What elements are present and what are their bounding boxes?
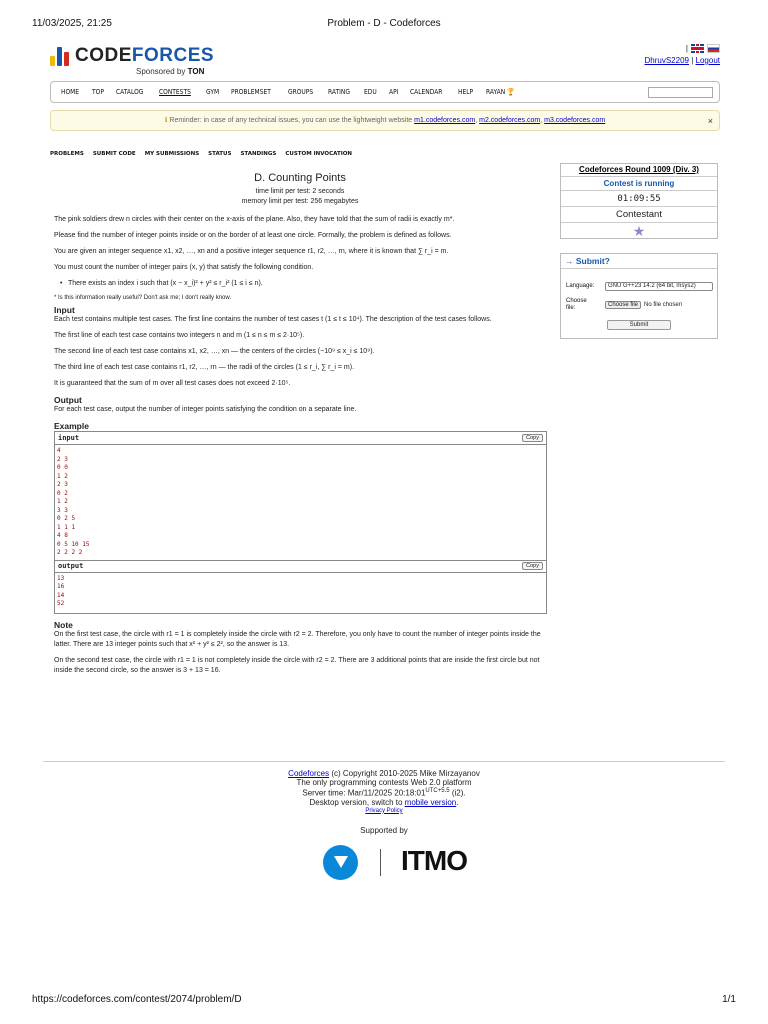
sample-output-line: 52	[57, 600, 65, 607]
supported-by: Supported by	[360, 826, 408, 835]
mobile-version-link[interactable]: mobile version	[404, 797, 457, 807]
input-p4: The third line of each test case contains r1, r2, …, rn — the radii of the circles (1 ≤ r_i, ∑ r_i = m).	[54, 364, 355, 371]
print-url: https://codeforces.com/contest/2074/problem/D	[32, 994, 242, 1005]
note-p2: On the second test case, the circle with r1 = 1 is not completely inside the circle with r2 = 2. There are 3 additional points that are inside the first circle but not inside the second circle, so the answer is 3 + 13 = 16.	[54, 656, 540, 674]
star-icon[interactable]: ★	[632, 223, 646, 239]
menu-problemset[interactable]: PROBLEMSET	[231, 88, 272, 96]
logo-wordmark: CODEFORCES	[75, 45, 215, 66]
russian-flag-icon[interactable]	[707, 44, 720, 53]
subnav-custom-invocation[interactable]: CUSTOM INVOCATION	[285, 151, 353, 157]
logo-sponsor: Sponsored by TON	[136, 67, 205, 76]
note-p1: On the first test case, the circle with r1 = 1 is completely inside the circle with r2 = 2. Therefore, you only have to count the number of integer points inside the latter. There are 13 integer points such that x² + y² ≤ 2², so the answer is 13.	[54, 630, 541, 648]
sidebar	[560, 163, 718, 339]
input-label: input	[58, 434, 80, 442]
menu-groups[interactable]: GROUPS	[288, 88, 314, 96]
info-icon: ℹ	[164, 117, 168, 124]
pipe-separator: |	[685, 44, 688, 53]
sample-input-line: 1 2	[57, 472, 68, 480]
close-icon[interactable]: ×	[707, 116, 713, 126]
sample-input	[55, 445, 546, 560]
input-section-title: Input	[54, 305, 75, 315]
privacy-policy-link[interactable]: Privacy Policy	[365, 807, 403, 814]
menu-edu[interactable]: EDU	[363, 88, 377, 96]
menu-help[interactable]: HELP	[457, 88, 474, 96]
sample-input-line: 4	[57, 447, 61, 454]
note-title: Note	[54, 619, 73, 630]
input-p2: The first line of each test case contains two integers n and m (1 ≤ n ≤ m ≤ 2·10⁵).	[54, 332, 305, 339]
subnav-standings[interactable]: STANDINGS	[240, 151, 277, 157]
output-p1: For each test case, output the number of integer points satisfying the condition on a separate line.	[54, 406, 357, 413]
sample-output-line: 14	[57, 591, 65, 599]
participant-role: Contestant	[561, 206, 717, 222]
menu-calendar[interactable]: CALENDAR	[409, 88, 443, 96]
print-datetime: 11/03/2025, 21:25	[32, 18, 112, 29]
menu-top[interactable]: TOP	[92, 88, 105, 96]
logo-bars-icon	[50, 46, 69, 66]
contest-subnav	[50, 151, 352, 157]
footer-tagline: The only programming contests Web 2.0 platform	[296, 778, 472, 787]
main-menu	[50, 81, 720, 103]
logout-link[interactable]: Logout	[695, 56, 720, 65]
footer-copyright: (c) Copyright 2010-2025 Mike Mirzayanov	[329, 769, 480, 778]
sample-input-line: 2 2 2 2	[57, 549, 83, 556]
memory-limit: memory limit per test: 256 megabytes	[241, 198, 359, 205]
menu-rating[interactable]: RATING	[327, 88, 350, 96]
sample-test	[54, 431, 547, 614]
footer-codeforces-link[interactable]: Codeforces	[288, 769, 330, 778]
sample-input-line: 1 1 1	[57, 523, 76, 531]
sample-output-line: 13	[57, 574, 65, 582]
sample-input-line: 4 8	[57, 532, 68, 539]
output-section-title: Output	[54, 395, 82, 405]
sample-input-line: 2 3	[57, 455, 68, 463]
print-header	[32, 18, 736, 29]
server-time: Server time: Mar/11/2025 20:18:01	[302, 788, 426, 798]
subnav-status[interactable]: STATUS	[208, 151, 232, 157]
example-title: Example	[54, 421, 89, 431]
m3-link[interactable]: m3.codeforces.com	[544, 117, 606, 124]
menu-contests[interactable]: CONTESTS	[158, 88, 191, 96]
itmo-logo[interactable]: ITMO	[401, 845, 467, 876]
sample-input-line: 0 2	[57, 489, 68, 497]
sample-input-line: 0 2 5	[57, 515, 76, 522]
english-flag-icon[interactable]	[691, 44, 704, 53]
submit-box	[560, 253, 718, 339]
footer-divider	[43, 761, 725, 762]
input-p3: The second line of each test case contains x1, x2, …, xn — the centers of the circles (−10⁹ ≤ x_i ≤ 10⁹).	[54, 348, 375, 355]
m2-link[interactable]: m2.codeforces.com	[479, 117, 541, 124]
subnav-submit-code[interactable]: SUBMIT CODE	[92, 151, 136, 157]
menu-home[interactable]: HOME	[61, 88, 80, 96]
print-title: Problem - D - Codeforces	[327, 18, 441, 29]
time-limit: time limit per test: 2 seconds	[255, 188, 345, 195]
menu-api[interactable]: API	[388, 88, 399, 96]
search-input[interactable]	[648, 87, 713, 98]
copy-output-button[interactable]: Copy	[522, 562, 543, 570]
contest-status: Contest is running	[561, 176, 717, 190]
menu-gym[interactable]: GYM	[206, 88, 220, 96]
input-p5: It is guaranteed that the sum of m over all test cases does not exceed 2·10⁵.	[54, 380, 291, 387]
problem-statement	[54, 172, 546, 682]
legend-p4: You must count the number of integer pairs (x, y) that satisfy the following condition.	[54, 264, 314, 271]
print-footer	[32, 994, 736, 1005]
timezone: UTC+5.5	[425, 788, 450, 794]
sample-input-line: 0 5 10 15	[57, 540, 90, 548]
legend-p2: Please find the number of integer points inside or on the border of at least one circle. Formally, the problem is defined as follows.	[54, 232, 452, 239]
ton-logo-icon[interactable]	[323, 845, 358, 880]
subnav-my-submissions[interactable]: MY SUBMISSIONS	[144, 151, 200, 157]
sample-input-line: 3 3	[57, 506, 68, 514]
sample-input-line: 1 2	[57, 498, 68, 505]
username-link[interactable]: DhruvS2209	[644, 56, 689, 65]
sample-output-line: 16	[57, 583, 65, 590]
m1-link[interactable]: m1.codeforces.com	[414, 117, 476, 124]
user-separator: |	[691, 56, 694, 65]
footnote: * Is this information really useful? Don't ask me; I don't really know.	[54, 295, 232, 301]
submit-button[interactable]: Submit	[607, 320, 671, 330]
legend-p3: You are given an integer sequence x1, x2, …, xn and a positive integer sequence r1, r2, …, rn, where it is known that ∑ r_i = m.	[54, 248, 449, 255]
sample-input-line: 0 0	[57, 464, 68, 471]
file-label: Choose file:	[566, 298, 587, 311]
condition-bullet: • There exists an index i such that (x − x_i)² + y² ≤ r_i² (1 ≤ i ≤ n).	[54, 279, 546, 289]
submit-title: → Submit?	[561, 254, 717, 269]
language-label: Language:	[566, 283, 595, 289]
copy-input-button[interactable]: Copy	[522, 434, 543, 442]
reminder-text: Reminder: in case of any technical issues, you can use the lightweight website	[169, 117, 413, 124]
user-area	[645, 44, 721, 65]
legend-p1: The pink soldiers drew n circles with their center on the x-axis of the plane. Also, they have told that the sum of radii is exactly m*.	[54, 216, 455, 223]
subnav-problems[interactable]: PROBLEMS	[50, 151, 84, 157]
print-page: 1/1	[722, 994, 736, 1005]
logo-separator	[380, 849, 381, 876]
file-status: No file chosen	[644, 302, 683, 308]
input-p1: Each test contains multiple test cases. The first line contains the number of test cases t (1 ≤ t ≤ 10⁴). The description of the test cases follows.	[54, 316, 492, 323]
contest-info-box	[560, 163, 718, 239]
round-title-link[interactable]: Codeforces Round 1009 (Div. 3)	[579, 165, 699, 174]
sample-output	[55, 573, 546, 613]
output-label: output	[58, 562, 84, 570]
language-select[interactable]: GNU G++23 14.2 (64 bit, msys2)	[605, 282, 713, 291]
reminder-banner: ℹ Reminder: in case of any technical issues, you can use the lightweight website m1.codeforces.com, m2.codeforces.com, m3.codeforces.com ×	[50, 110, 720, 131]
contest-timer: 01:09:55	[561, 190, 717, 206]
desktop-version-text: Desktop version, switch to	[309, 797, 405, 807]
sample-input-line: 2 3	[57, 481, 68, 488]
problem-title: D. Counting Points	[254, 172, 346, 184]
codeforces-logo[interactable]	[50, 46, 214, 66]
menu-rayan[interactable]: RAYAN 🏆	[485, 88, 515, 96]
choose-file-button[interactable]: Choose file	[605, 301, 641, 309]
footer: Codeforces (c) Copyright 2010-2025 Mike Mirzayanov The only programming contests Web 2.0 platform Server time: Mar/11/2025 $20:18:01^{UTC+5.5}$ (i2). Desktop version, switch to mobile version. Privacy Policy	[0, 769, 768, 816]
menu-catalog[interactable]: CATALOG	[116, 88, 144, 96]
